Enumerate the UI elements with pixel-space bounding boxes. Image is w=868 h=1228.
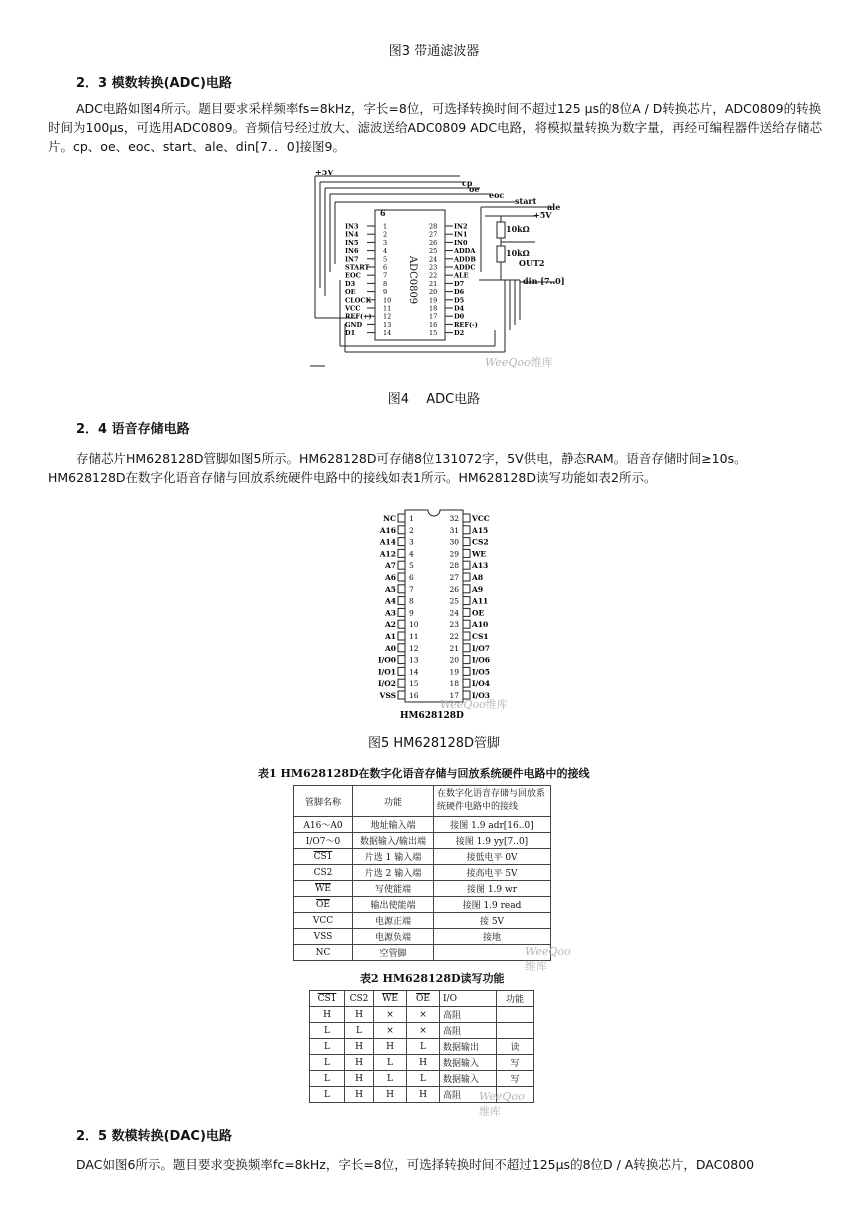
- section-2-5-paragraph: [48, 1155, 823, 1174]
- ram-left-pin-name: I/O2: [378, 679, 396, 689]
- table-1-cell: 接图 1.9 yy[7..0]: [434, 833, 551, 849]
- watermark-cn: 维库: [479, 1105, 501, 1118]
- table-2-header-cell: CS1: [310, 991, 345, 1007]
- table-1-cell: NC: [294, 945, 353, 961]
- ram-left-pin-num: 9: [409, 608, 414, 618]
- table-2-header-cell: $\overline{OE}$: [407, 991, 440, 1007]
- adc-left-pin-num: 7: [383, 271, 388, 280]
- watermark-text: WeeQoo: [440, 698, 486, 711]
- ram-left-pin-name: A3: [384, 608, 396, 618]
- table-2-cell: L: [345, 1023, 374, 1039]
- table-2-cell: 高阻: [440, 1023, 497, 1039]
- ram-pin-pad: [463, 632, 470, 640]
- table-2-cell: 高阻: [440, 1087, 497, 1103]
- ram-pin-pad: [398, 679, 405, 687]
- table-2-cell: L: [407, 1039, 440, 1055]
- ram-left-pin-name: VSS: [379, 691, 396, 700]
- ram-pin-pad: [398, 538, 405, 546]
- figure-5-hm628128d-pinout: [360, 506, 520, 724]
- table-2-cell: L: [310, 1087, 345, 1103]
- table-2-cell: 写: [497, 1055, 534, 1071]
- table-2-cell: ×: [374, 1007, 407, 1023]
- ram-pin-pad: [398, 585, 405, 593]
- table-2-title: 表2 HM628128D读写功能: [360, 972, 505, 985]
- ram-right-pin-name: A11: [472, 596, 489, 606]
- adc-right-pin-name: IN1: [454, 230, 468, 239]
- ram-right-pin-num: 17: [449, 691, 459, 700]
- adc-left-pin-name: REF(+): [345, 312, 372, 321]
- ram-right-pin-name: A9: [472, 584, 484, 594]
- table-1-cell: 接图 1.9 read: [434, 897, 551, 913]
- ram-pin-pad: [398, 526, 405, 534]
- ram-right-pin-num: 31: [449, 525, 459, 535]
- ram-pin-pad: [463, 561, 470, 569]
- table-1: [293, 785, 551, 961]
- section-2-3-heading: 2．3 模数转换(ADC)电路: [76, 76, 232, 91]
- table-2-cell: ×: [407, 1023, 440, 1039]
- adc-left-pin-name: START: [345, 263, 370, 272]
- adc-right-pin-num: 20: [429, 288, 438, 297]
- adc-left-pin-num: 14: [383, 329, 392, 338]
- ram-right-pin-name: OE: [472, 608, 485, 618]
- adc-left-pin-name: D3: [345, 279, 356, 288]
- table-1-header-cell: 功能: [353, 786, 434, 817]
- adc-right-pin-name: D6: [454, 288, 465, 297]
- ram-left-pin-num: 10: [409, 620, 419, 630]
- adc-right-supply: +5V: [533, 210, 552, 220]
- table-1-cell: 接 5V: [434, 913, 551, 929]
- table-2-cell: 读: [497, 1039, 534, 1055]
- ram-left-pin-num: 7: [409, 584, 414, 594]
- ram-pin-pad: [398, 573, 405, 581]
- ram-pin-pad: [463, 608, 470, 616]
- ram-left-pin-num: 11: [409, 632, 419, 641]
- adc-signal-start: start: [515, 196, 537, 206]
- adc-signal-oe: oe: [469, 184, 480, 194]
- ram-pin-pad: [463, 514, 470, 522]
- adc-right-pin-name: D7: [454, 279, 465, 288]
- adc-right-pin-name: IN0: [454, 238, 468, 247]
- table-1-cell: 接地: [434, 929, 551, 945]
- adc-right-pin-name: D0: [454, 312, 465, 321]
- table-2-row: [310, 1007, 534, 1023]
- table-1-cell: CS2: [294, 865, 353, 881]
- adc-right-pin-name: D5: [454, 296, 465, 305]
- ram-pin-pad: [398, 608, 405, 616]
- ram-right-pin-num: 30: [449, 537, 459, 547]
- adc-signal-cp: cp: [462, 178, 473, 188]
- ram-right-pin-name: I/O7: [472, 643, 490, 653]
- ram-left-pin-num: 16: [409, 691, 419, 700]
- table-2-cell: H: [310, 1007, 345, 1023]
- table-2-cell: L: [310, 1055, 345, 1071]
- ram-right-pin-num: 29: [449, 549, 459, 559]
- table-2-cell: L: [374, 1071, 407, 1087]
- figure-4-caption: 图4 ADC电路: [387, 392, 481, 407]
- adc-right-pin-num: 25: [429, 247, 438, 256]
- table-1-cell: A16～A0: [294, 817, 353, 833]
- adc-right-pin-num: 21: [429, 279, 438, 288]
- ram-right-pin-name: A8: [472, 573, 484, 582]
- table-1-cell: VCC: [294, 913, 353, 929]
- ram-left-pin-name: A6: [384, 573, 396, 582]
- section-2-4-paragraph: [48, 449, 823, 487]
- adc-chip-label: ADC0809: [407, 255, 418, 305]
- watermark-text: WeeQoo: [485, 356, 531, 369]
- ram-left-pin-num: 12: [409, 643, 419, 653]
- ram-left-pin-name: A14: [379, 537, 396, 547]
- ram-right-pin-name: I/O4: [472, 679, 490, 689]
- section-2-5-heading: 2．5 数模转换(DAC)电路: [76, 1129, 232, 1144]
- table-1-title: 表1 HM628128D在数字化语音存储与回放系统硬件电路中的接线: [258, 767, 590, 780]
- table-1-header-cell: 管脚名称: [294, 786, 353, 817]
- table-2-cell: 写: [497, 1071, 534, 1087]
- ram-pin-pad: [463, 526, 470, 534]
- ram-left-pin-name: I/O0: [378, 655, 396, 665]
- table-1-cell: $\overline{WE}$: [294, 881, 353, 897]
- ram-pin-pad: [463, 656, 470, 664]
- ram-left-pin-num: 5: [409, 561, 414, 571]
- section-2-3-text: ADC电路如图4所示。题目要求采样频率fs=8kHz，字长=8位，可选择转换时间不超过125 μs的8位A / D转换芯片，ADC0809的转换时间为100μs，可选用ADC0809。音频信号经过放大、滤波送给ADC0809 ADC电路，将模拟量转换为数字量，再经可编程器件送给存储芯片。cp、oe、eoc、start、ale、din[7．．0]接图9。: [48, 101, 823, 154]
- table-1-cell: 地址输入端: [353, 817, 434, 833]
- ram-right-pin-num: 20: [449, 655, 459, 665]
- table-1-cell: 数据输入/输出端: [353, 833, 434, 849]
- table-2-row: [310, 1071, 534, 1087]
- adc-right-pin-num: 24: [429, 255, 438, 264]
- adc-right-pin-num: 19: [429, 296, 438, 305]
- section-2-5-text: DAC如图6所示。题目要求变换频率fc=8kHz，字长=8位，可选择转换时间不超过125μs的8位D / A转换芯片，DAC0800: [76, 1157, 755, 1172]
- table-2-cell: H: [407, 1087, 440, 1103]
- ram-pin-pad: [463, 573, 470, 581]
- table-2-row: [310, 1039, 534, 1055]
- table-2-cell: H: [374, 1039, 407, 1055]
- adc-supply-label: +5V: [315, 170, 334, 177]
- ram-right-pin-num: 25: [449, 596, 459, 606]
- ram-right-pin-name: I/O6: [472, 655, 490, 665]
- ram-right-pin-num: 18: [449, 679, 459, 689]
- adc-left-pin-num: 11: [383, 304, 392, 313]
- table-2-cell: H: [345, 1071, 374, 1087]
- ram-left-pin-name: A2: [384, 620, 396, 630]
- ram-right-pin-name: I/O5: [472, 667, 490, 677]
- adc-left-pin-name: IN6: [345, 247, 359, 256]
- table-2-cell: H: [345, 1007, 374, 1023]
- ram-pin-pad: [398, 644, 405, 652]
- ram-left-pin-num: 1: [409, 514, 414, 523]
- section-2-4-text: 存储芯片HM628128D管脚如图5所示。HM628128D可存储8位131072字，5V供电，静态RAM。语音存储时间≥10s。HM628128D在数字化语音存储与回放系统硬件电路中的接线如表1所示。HM628128D读写功能如表2所示。: [48, 451, 747, 485]
- adc-signal-eoc: eoc: [489, 190, 505, 200]
- table-1-row: [294, 817, 551, 833]
- ram-left-pin-name: I/O1: [378, 667, 396, 677]
- table-2-row: [310, 1023, 534, 1039]
- adc-left-pin-num: 12: [383, 312, 392, 321]
- watermark-text: WeeQoo: [525, 945, 571, 958]
- ram-left-pin-name: A5: [384, 584, 396, 594]
- table-2-header-cell: I/O: [440, 991, 497, 1007]
- ram-left-pin-num: 4: [409, 549, 414, 559]
- adc-circuit-diagram: [305, 170, 565, 374]
- figure-4-adc-circuit: [305, 170, 565, 374]
- adc-right-pin-num: 27: [429, 230, 438, 239]
- ram-right-pin-num: 22: [449, 632, 459, 641]
- table-1-row: [294, 897, 551, 913]
- adc-left-pin-num: 2: [383, 230, 388, 239]
- table-2-cell: L: [310, 1071, 345, 1087]
- ram-right-pin-num: 19: [449, 667, 459, 677]
- adc-right-pin-num: 23: [429, 263, 438, 272]
- adc-right-pin-num: 22: [429, 271, 438, 280]
- adc-left-pin-num: 6: [383, 263, 388, 272]
- adc-right-pin-name: D2: [454, 329, 465, 338]
- ram-pin-pad: [398, 514, 405, 522]
- adc-left-pin-name: OE: [345, 288, 356, 297]
- table-2-cell: L: [374, 1055, 407, 1071]
- ram-right-pin-name: A13: [472, 561, 489, 571]
- ram-right-pin-name: WE: [472, 549, 487, 559]
- watermark-cn: 维库: [530, 356, 553, 369]
- adc-left-pin-name: IN7: [345, 255, 359, 264]
- adc-pin1-marker: 6: [380, 208, 386, 218]
- adc-left-pin-name: EOC: [345, 271, 361, 280]
- adc-left-pin-num: 4: [383, 247, 388, 256]
- ram-right-pin-num: 26: [449, 584, 459, 594]
- table-2-cell: H: [345, 1087, 374, 1103]
- table-2-header-cell: CS2: [345, 991, 374, 1007]
- ram-pin-pad: [398, 691, 405, 699]
- table-2-cell: [497, 1007, 534, 1023]
- ram-pin-pad: [398, 597, 405, 605]
- table-2-cell: H: [407, 1055, 440, 1071]
- figure-3-caption: 图3 带通滤波器: [388, 44, 480, 59]
- adc-right-pin-num: 28: [429, 222, 438, 231]
- adc-right-pin-name: D4: [454, 304, 465, 313]
- ram-left-pin-num: 13: [409, 655, 419, 665]
- section-2-3-paragraph: [48, 99, 823, 156]
- adc-left-pin-num: 9: [383, 288, 388, 297]
- ram-pin-pad: [463, 549, 470, 557]
- table-1-row: [294, 833, 551, 849]
- ram-pin-pad: [398, 561, 405, 569]
- table-1-header-cell: 在数字化语音存储与回放系统硬件电路中的接线: [434, 786, 551, 817]
- adc-right-pin-num: 17: [429, 312, 438, 321]
- table-1-cell: 片选 1 输入端: [353, 849, 434, 865]
- table-2-cell: ×: [374, 1023, 407, 1039]
- ram-left-pin-name: A16: [379, 525, 396, 535]
- adc-left-pin-name: VCC: [345, 304, 361, 313]
- table-1-cell: 写使能端: [353, 881, 434, 897]
- adc-bus-label: din [7..0]: [523, 276, 565, 286]
- ram-right-pin-num: 24: [449, 608, 459, 618]
- figure-5-watermark: [440, 696, 508, 712]
- ram-pin-pad: [463, 538, 470, 546]
- ram-right-pin-num: 27: [449, 573, 459, 582]
- ram-left-pin-num: 8: [409, 596, 414, 606]
- table-1-cell: VSS: [294, 929, 353, 945]
- ram-right-pin-num: 23: [449, 620, 459, 630]
- table-1-row: [294, 849, 551, 865]
- adc-left-pin-name: CLOCK: [345, 296, 372, 305]
- ram-left-pin-name: A1: [384, 632, 396, 641]
- adc-left-pin-name: D1: [345, 329, 356, 338]
- adc-signal-ale: ale: [547, 202, 561, 212]
- adc-left-pin-num: 10: [383, 296, 392, 305]
- table-1-row: [294, 913, 551, 929]
- ram-right-pin-name: I/O3: [472, 691, 490, 700]
- ram-right-pin-num: 32: [449, 514, 459, 523]
- watermark-text: WeeQoo: [479, 1090, 525, 1103]
- adc-left-pin-name: IN3: [345, 222, 359, 231]
- ram-pin-pad: [463, 667, 470, 675]
- adc-right-pin-num: 26: [429, 238, 438, 247]
- ram-left-pin-name: A7: [384, 561, 396, 571]
- table-2-cell: 高阻: [440, 1007, 497, 1023]
- adc-right-pin-name: ADDA: [454, 247, 476, 256]
- figure-5-caption: 图5 HM628128D管脚: [367, 736, 501, 751]
- table-2-header-cell: 功能: [497, 991, 534, 1007]
- table-1-cell: 接图 1.9 adr[16..0]: [434, 817, 551, 833]
- table-1-cell: 接图 1.9 wr: [434, 881, 551, 897]
- ram-pin-pad: [463, 597, 470, 605]
- adc-left-pin-name: IN4: [345, 230, 359, 239]
- table-2-cell: L: [310, 1039, 345, 1055]
- ram-left-pin-name: A0: [384, 643, 396, 653]
- ram-right-pin-num: 21: [449, 643, 459, 653]
- table-2-watermark: [479, 1090, 534, 1119]
- table-1-cell: $\overline{OE}$: [294, 897, 353, 913]
- table-1-row: [294, 881, 551, 897]
- adc-right-pin-num: 18: [429, 304, 438, 313]
- ram-right-pin-name: A15: [472, 525, 489, 535]
- ram-left-pin-num: 3: [409, 537, 414, 547]
- adc-right-pin-num: 15: [429, 329, 438, 338]
- ram-pin-group: [378, 514, 490, 700]
- adc-left-pin-num: 13: [383, 320, 392, 329]
- ram-pin-pad: [463, 620, 470, 628]
- table-2-row: [310, 1055, 534, 1071]
- ram-right-pin-name: VCC: [472, 514, 490, 523]
- adc-left-pin-num: 5: [383, 255, 388, 264]
- table-2-body: [310, 1007, 534, 1103]
- adc-left-pin-num: 3: [383, 238, 388, 247]
- table-2-cell: H: [345, 1055, 374, 1071]
- table-2-cell: [497, 1023, 534, 1039]
- ram-right-pin-name: CS1: [472, 632, 489, 641]
- table-1-body: [294, 817, 551, 961]
- ram-pin-pad: [463, 644, 470, 652]
- table-1-cell: 接高电平 5V: [434, 865, 551, 881]
- ram-right-pin-name: A10: [472, 620, 489, 630]
- adc-right-pin-name: REF(-): [454, 320, 478, 329]
- adc-left-pin-num: 8: [383, 279, 388, 288]
- adc-left-pin-name: IN5: [345, 238, 359, 247]
- table-2: [309, 990, 534, 1103]
- ram-left-pin-num: 15: [409, 679, 419, 689]
- adc-resistor-1: 10kΩ: [506, 224, 530, 234]
- table-2-cell: L: [310, 1023, 345, 1039]
- ram-right-pin-num: 28: [449, 561, 459, 571]
- ram-pin-pad: [463, 585, 470, 593]
- table-1-row: [294, 945, 551, 961]
- ram-right-pin-name: CS2: [472, 537, 489, 547]
- adc-resistor-2: 10kΩ: [506, 248, 530, 258]
- ram-left-pin-num: 14: [409, 667, 419, 677]
- table-2-cell: ×: [407, 1007, 440, 1023]
- table-2-cell: H: [345, 1039, 374, 1055]
- watermark-cn: 维库: [485, 698, 508, 711]
- adc-right-pin-name: IN2: [454, 222, 468, 231]
- table-1-cell: 电源负端: [353, 929, 434, 945]
- table-2-cell: 数据输入: [440, 1055, 497, 1071]
- table-1-cell: 电源正端: [353, 913, 434, 929]
- ram-left-pin-num: 6: [409, 573, 414, 582]
- table-1-row: [294, 929, 551, 945]
- ram-left-pin-num: 2: [409, 525, 414, 535]
- ram-pin-pad: [398, 620, 405, 628]
- adc-left-pin-name: GND: [345, 320, 363, 329]
- ram-pin-pad: [398, 632, 405, 640]
- table-2-cell: 数据输入: [440, 1071, 497, 1087]
- table-2-header-cell: $\overline{WE}$: [374, 991, 407, 1007]
- table-1-row: [294, 865, 551, 881]
- adc-left-pin-num: 1: [383, 222, 388, 231]
- ram-chip-label: HM628128D: [400, 711, 464, 721]
- table-1-watermark: [525, 945, 571, 974]
- section-2-4-heading: 2．4 语音存储电路: [76, 422, 190, 437]
- table-1-cell: 输出使能端: [353, 897, 434, 913]
- ram-left-pin-name: A12: [379, 549, 396, 559]
- table-1-cell: 片选 2 输入端: [353, 865, 434, 881]
- adc-right-pin-name: ADDC: [454, 263, 476, 272]
- figure-4-watermark: [485, 354, 553, 370]
- table-2-header-row: [310, 991, 534, 1007]
- table-2-cell: 数据输出: [440, 1039, 497, 1055]
- ram-pin-pad: [398, 549, 405, 557]
- hm628128d-pin-diagram: [360, 506, 520, 724]
- ram-pin-pad: [398, 656, 405, 664]
- table-2-cell: L: [407, 1071, 440, 1087]
- table-1-cell: CS1: [294, 849, 353, 865]
- table-1-container: [293, 785, 571, 973]
- watermark-cn: 维库: [525, 960, 547, 973]
- table-1-cell: 空管脚: [353, 945, 434, 961]
- adc-out-label: OUT2: [519, 258, 545, 268]
- table-2-cell: H: [374, 1087, 407, 1103]
- table-2-container: [309, 990, 534, 1118]
- adc-right-pin-name: ALE: [454, 271, 469, 280]
- adc-right-pin-num: 16: [429, 320, 438, 329]
- ram-pin-pad: [463, 679, 470, 687]
- table-1-header-row: [294, 786, 551, 817]
- adc-right-pin-name: ADDB: [454, 255, 476, 264]
- ram-left-pin-name: NC: [383, 514, 396, 523]
- ram-left-pin-name: A4: [384, 596, 396, 606]
- ram-pin-pad: [398, 667, 405, 675]
- table-1-cell: I/O7～0: [294, 833, 353, 849]
- table-1-cell: 接低电平 0V: [434, 849, 551, 865]
